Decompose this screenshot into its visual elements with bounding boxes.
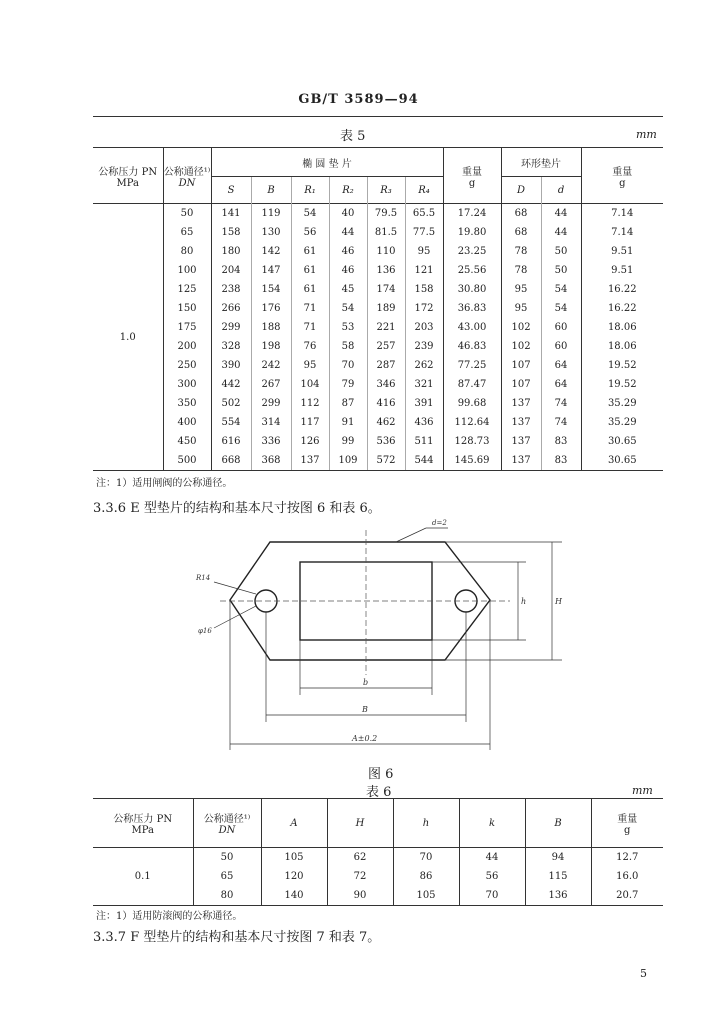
table5-cell: 112.64 [443, 413, 501, 432]
table5-cell: 44 [329, 223, 367, 242]
table5-cell: 50 [163, 204, 211, 224]
section-3-3-6: 3.3.6 E 型垫片的结构和基本尺寸按图 6 和表 6。 [93, 501, 381, 516]
table5-cell: 336 [251, 432, 291, 451]
table5-cell: 79.5 [367, 204, 405, 224]
table5-cell: 9.51 [581, 261, 663, 280]
table5-col-header: D [501, 177, 541, 204]
table5-cell: 500 [163, 451, 211, 471]
table-row [93, 280, 663, 299]
table5-cell: 83 [541, 432, 581, 451]
table5-cell: 391 [405, 394, 443, 413]
table5-cell: 30.80 [443, 280, 501, 299]
label-d2: d=2 [432, 519, 447, 527]
table5-cell: 257 [367, 337, 405, 356]
table-row [93, 848, 663, 868]
table6-col-header: h [393, 799, 459, 848]
label-H: H [555, 597, 562, 606]
table5-cell: 299 [211, 318, 251, 337]
label-r14: R14 [196, 574, 211, 582]
table5-cell: 109 [329, 451, 367, 471]
table5-cell: 145.69 [443, 451, 501, 471]
table5-cell: 107 [501, 356, 541, 375]
table5-cell: 76 [291, 337, 329, 356]
table6-unit: mm [632, 784, 653, 797]
table-row [93, 356, 663, 375]
table5-cell: 104 [291, 375, 329, 394]
table5-cell: 87 [329, 394, 367, 413]
table5-cell: 121 [405, 261, 443, 280]
table5-cell: 16.22 [581, 299, 663, 318]
table5-cell: 7.14 [581, 204, 663, 224]
table5-cell: 350 [163, 394, 211, 413]
table5-cell: 299 [251, 394, 291, 413]
table5-cell: 64 [541, 356, 581, 375]
table6-pn-value: 0.1 [93, 848, 193, 906]
table6-cell: 65 [193, 867, 261, 886]
table5-cell: 71 [291, 318, 329, 337]
table5-cell: 416 [367, 394, 405, 413]
table6-cell: 90 [327, 886, 393, 906]
table5-cell: 18.06 [581, 318, 663, 337]
table6-cell: 44 [459, 848, 525, 868]
table5-cell: 95 [405, 242, 443, 261]
table5-cell: 188 [251, 318, 291, 337]
table5-cell: 442 [211, 375, 251, 394]
table5-cell: 19.52 [581, 375, 663, 394]
table5-cell: 239 [405, 337, 443, 356]
table6-cell: 80 [193, 886, 261, 906]
table6-cell: 70 [393, 848, 459, 868]
table5-unit: mm [636, 128, 657, 141]
table5-cell: 266 [211, 299, 251, 318]
table5 [93, 147, 663, 471]
table5-cell: 60 [541, 318, 581, 337]
table5-cell: 74 [541, 394, 581, 413]
table5-cell: 175 [163, 318, 211, 337]
table5-col-header: R₃ [367, 177, 405, 204]
table5-cell: 511 [405, 432, 443, 451]
table5-cell: 78 [501, 261, 541, 280]
table5-cell: 44 [541, 223, 581, 242]
table5-cell: 50 [541, 242, 581, 261]
table5-cell: 50 [541, 261, 581, 280]
table-row [93, 413, 663, 432]
table5-cell: 99.68 [443, 394, 501, 413]
table5-cell: 314 [251, 413, 291, 432]
table5-weight2-header: 重量 g [581, 148, 663, 204]
table5-cell: 176 [251, 299, 291, 318]
table6-col-header: H [327, 799, 393, 848]
table5-col-header: R₂ [329, 177, 367, 204]
table5-cell: 16.22 [581, 280, 663, 299]
table5-cell: 19.52 [581, 356, 663, 375]
table5-cell: 137 [501, 394, 541, 413]
table5-cell: 328 [211, 337, 251, 356]
table5-cell: 53 [329, 318, 367, 337]
table5-col-header: R₁ [291, 177, 329, 204]
table5-cell: 77.5 [405, 223, 443, 242]
table5-cell: 137 [501, 432, 541, 451]
table6-cell: 86 [393, 867, 459, 886]
table-row [93, 223, 663, 242]
table5-cell: 54 [329, 299, 367, 318]
table5-cell: 70 [329, 356, 367, 375]
table5-cell: 102 [501, 337, 541, 356]
table5-cell: 64 [541, 375, 581, 394]
table5-cell: 83 [541, 451, 581, 471]
table5-cell: 44 [541, 204, 581, 224]
table-row [93, 375, 663, 394]
table5-cell: 65.5 [405, 204, 443, 224]
table6-cell: 105 [393, 886, 459, 906]
table6-cell: 12.7 [591, 848, 663, 868]
table5-cell: 141 [211, 204, 251, 224]
table5-cell: 242 [251, 356, 291, 375]
table5-cell: 572 [367, 451, 405, 471]
table5-cell: 119 [251, 204, 291, 224]
table5-cell: 368 [251, 451, 291, 471]
table5-cell: 19.80 [443, 223, 501, 242]
table6-cell: 56 [459, 867, 525, 886]
table5-cell: 221 [367, 318, 405, 337]
table5-cell: 189 [367, 299, 405, 318]
table5-cell: 23.25 [443, 242, 501, 261]
table5-cell: 262 [405, 356, 443, 375]
table6-cell: 16.0 [591, 867, 663, 886]
table5-cell: 174 [367, 280, 405, 299]
table5-cell: 125 [163, 280, 211, 299]
table6 [93, 798, 663, 906]
label-h: h [521, 597, 527, 606]
table6-weight-header: 重量 g [591, 799, 663, 848]
figure6-drawing [190, 510, 590, 760]
table5-cell: 130 [251, 223, 291, 242]
table5-cell: 45 [329, 280, 367, 299]
table5-cell: 154 [251, 280, 291, 299]
table5-caption: 表 5 [340, 129, 366, 144]
table6-cell: 62 [327, 848, 393, 868]
table5-cell: 142 [251, 242, 291, 261]
table5-note: 注：1）适用闸阀的公称通径。 [96, 478, 233, 489]
table5-cell: 287 [367, 356, 405, 375]
table5-cell: 137 [501, 451, 541, 471]
table5-cell: 91 [329, 413, 367, 432]
table5-cell: 87.47 [443, 375, 501, 394]
table5-cell: 536 [367, 432, 405, 451]
table5-cell: 54 [291, 204, 329, 224]
table5-cell: 204 [211, 261, 251, 280]
table-row [93, 242, 663, 261]
table5-cell: 554 [211, 413, 251, 432]
table5-cell: 61 [291, 242, 329, 261]
table6-col-header: k [459, 799, 525, 848]
table5-cell: 79 [329, 375, 367, 394]
table5-cell: 616 [211, 432, 251, 451]
table5-cell: 35.29 [581, 394, 663, 413]
table5-cell: 25.56 [443, 261, 501, 280]
label-b: b [363, 678, 369, 687]
table5-cell: 46 [329, 261, 367, 280]
table5-header-row1 [93, 148, 663, 177]
table6-cell: 105 [261, 848, 327, 868]
table5-cell: 150 [163, 299, 211, 318]
table5-cell: 54 [541, 299, 581, 318]
table6-cell: 136 [525, 886, 591, 906]
table5-cell: 46 [329, 242, 367, 261]
table5-col-header: R₄ [405, 177, 443, 204]
table5-cell: 68 [501, 223, 541, 242]
table5-cell: 112 [291, 394, 329, 413]
table5-cell: 71 [291, 299, 329, 318]
table5-cell: 56 [291, 223, 329, 242]
table5-cell: 58 [329, 337, 367, 356]
table5-cell: 30.65 [581, 432, 663, 451]
table5-pn-value: 1.0 [93, 204, 163, 471]
table5-col-header: B [251, 177, 291, 204]
table5-cell: 95 [501, 299, 541, 318]
table5-weight1-header: 重量 g [443, 148, 501, 204]
table5-col-header: S [211, 177, 251, 204]
table5-cell: 43.00 [443, 318, 501, 337]
table5-cell: 462 [367, 413, 405, 432]
table5-cell: 158 [211, 223, 251, 242]
table5-cell: 80 [163, 242, 211, 261]
table5-cell: 54 [541, 280, 581, 299]
page-number: 5 [640, 967, 647, 980]
table5-cell: 95 [291, 356, 329, 375]
table5-cell: 137 [501, 413, 541, 432]
table5-cell: 74 [541, 413, 581, 432]
table6-col-header: B [525, 799, 591, 848]
table5-diameter-header: 公称通径¹⁾ DN [163, 148, 211, 204]
table5-cell: 198 [251, 337, 291, 356]
table6-cell: 70 [459, 886, 525, 906]
table5-cell: 436 [405, 413, 443, 432]
table5-cell: 158 [405, 280, 443, 299]
table5-cell: 200 [163, 337, 211, 356]
table5-cell: 61 [291, 261, 329, 280]
table-row [93, 318, 663, 337]
table5-cell: 77.25 [443, 356, 501, 375]
table6-cell: 94 [525, 848, 591, 868]
table5-cell: 110 [367, 242, 405, 261]
table6-cell: 72 [327, 867, 393, 886]
table-row [93, 204, 663, 224]
label-A: A±0.2 [352, 734, 378, 743]
table5-cell: 346 [367, 375, 405, 394]
table5-cell: 100 [163, 261, 211, 280]
table5-cell: 30.65 [581, 451, 663, 471]
table5-cell: 502 [211, 394, 251, 413]
table-row [93, 394, 663, 413]
standard-code: GB/T 3589—94 [298, 92, 419, 107]
table5-cell: 300 [163, 375, 211, 394]
table5-ring-group-header: 环形垫片 [501, 148, 581, 177]
table5-cell: 400 [163, 413, 211, 432]
table5-cell: 390 [211, 356, 251, 375]
table5-cell: 203 [405, 318, 443, 337]
table5-cell: 136 [367, 261, 405, 280]
table5-cell: 126 [291, 432, 329, 451]
table5-cell: 17.24 [443, 204, 501, 224]
table5-cell: 99 [329, 432, 367, 451]
table5-cell: 18.06 [581, 337, 663, 356]
table6-cell: 120 [261, 867, 327, 886]
table5-cell: 172 [405, 299, 443, 318]
table6-cell: 115 [525, 867, 591, 886]
table5-cell: 128.73 [443, 432, 501, 451]
table5-cell: 137 [291, 451, 329, 471]
table5-cell: 81.5 [367, 223, 405, 242]
table5-cell: 78 [501, 242, 541, 261]
table5-cell: 7.14 [581, 223, 663, 242]
table6-header-row [93, 799, 663, 848]
table-row [93, 451, 663, 471]
table5-cell: 61 [291, 280, 329, 299]
table5-cell: 544 [405, 451, 443, 471]
table5-cell: 65 [163, 223, 211, 242]
table5-cell: 46.83 [443, 337, 501, 356]
table-row [93, 299, 663, 318]
table-row [93, 337, 663, 356]
table5-cell: 180 [211, 242, 251, 261]
table6-cell: 50 [193, 848, 261, 868]
table5-cell: 68 [501, 204, 541, 224]
table5-cell: 35.29 [581, 413, 663, 432]
figure6-caption: 图 6 [368, 767, 394, 782]
table5-cell: 102 [501, 318, 541, 337]
table-row [93, 261, 663, 280]
table6-col-header: A [261, 799, 327, 848]
table6-pressure-header: 公称压力 PN MPa [93, 799, 193, 848]
table5-cell: 9.51 [581, 242, 663, 261]
table5-oval-group-header: 椭 圆 垫 片 [211, 148, 443, 177]
section-3-3-7: 3.3.7 F 型垫片的结构和基本尺寸按图 7 和表 7。 [93, 930, 381, 945]
table5-cell: 668 [211, 451, 251, 471]
table5-cell: 40 [329, 204, 367, 224]
header-rule [93, 116, 663, 117]
table5-cell: 117 [291, 413, 329, 432]
table5-cell: 36.83 [443, 299, 501, 318]
table6-cell: 20.7 [591, 886, 663, 906]
table5-cell: 267 [251, 375, 291, 394]
table5-col-header: d [541, 177, 581, 204]
table6-note: 注：1）适用防滚阀的公称通径。 [96, 911, 243, 922]
table5-cell: 60 [541, 337, 581, 356]
table5-cell: 238 [211, 280, 251, 299]
table-row [93, 432, 663, 451]
table5-cell: 321 [405, 375, 443, 394]
table5-cell: 250 [163, 356, 211, 375]
table5-cell: 95 [501, 280, 541, 299]
table5-pressure-header: 公称压力 PN MPa [93, 148, 163, 204]
table5-cell: 107 [501, 375, 541, 394]
table6-cell: 140 [261, 886, 327, 906]
table5-cell: 147 [251, 261, 291, 280]
table6-diameter-header: 公称通径¹⁾ DN [193, 799, 261, 848]
table6-caption: 表 6 [366, 785, 392, 800]
table5-cell: 450 [163, 432, 211, 451]
label-B: B [362, 705, 368, 714]
label-phi16: φ16 [198, 627, 212, 635]
